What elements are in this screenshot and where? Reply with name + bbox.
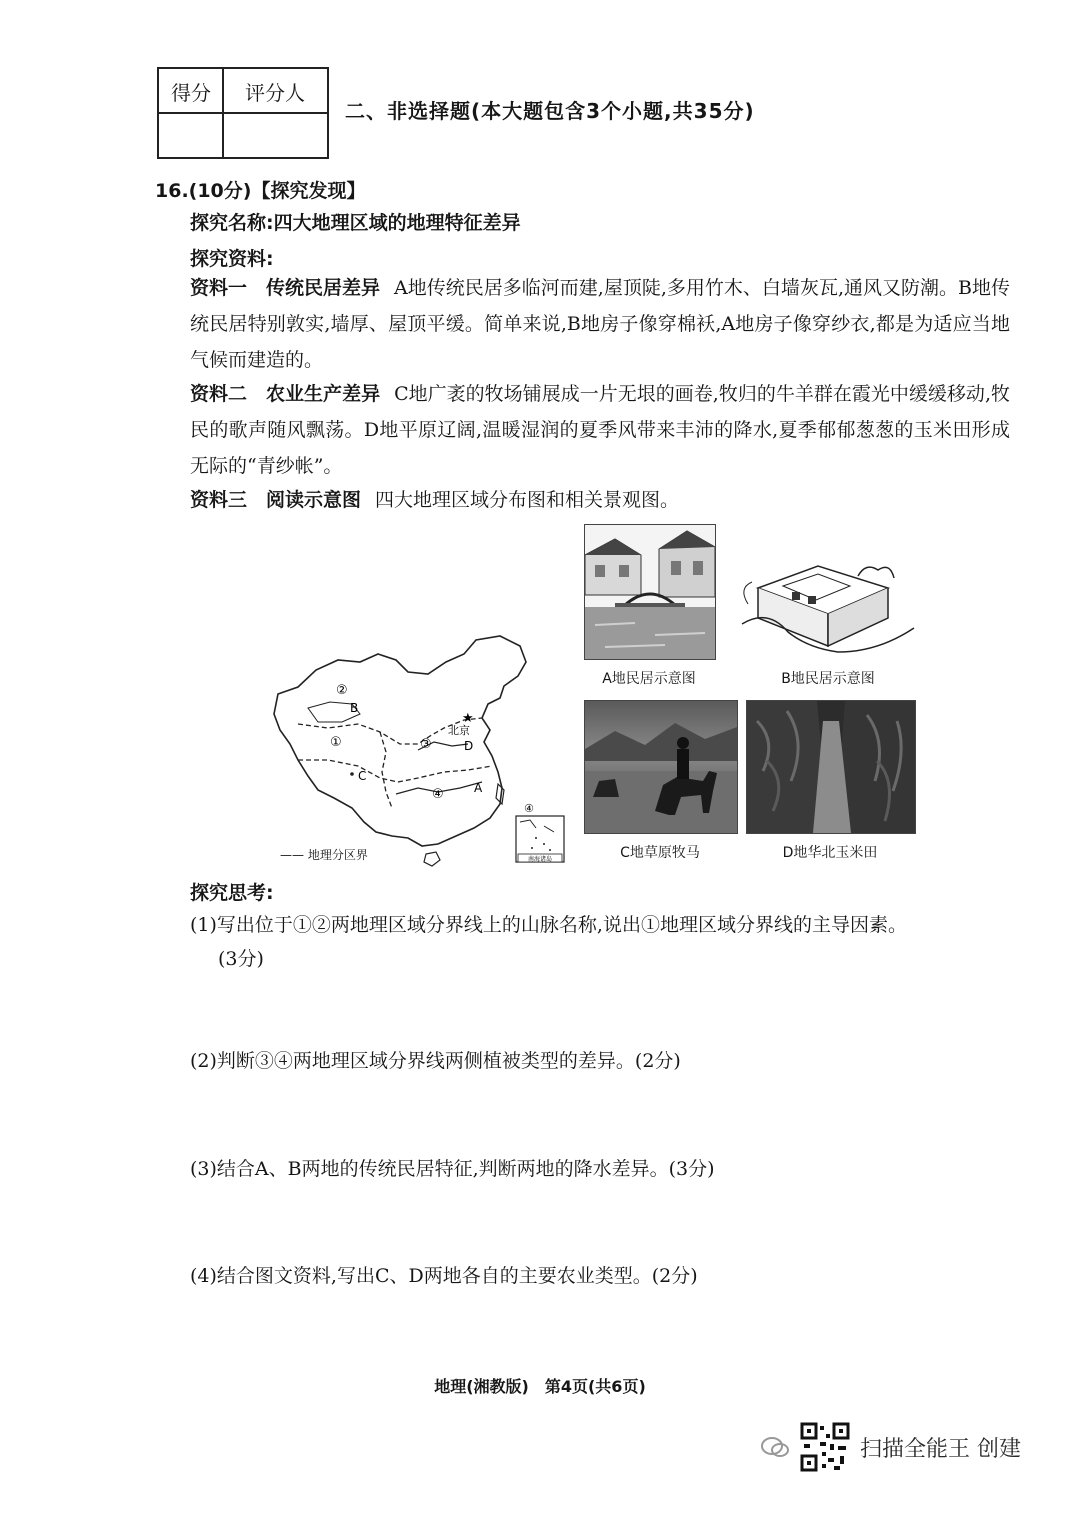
map-label-d: D (464, 739, 474, 753)
region-boundary (380, 732, 392, 808)
caption-b: B地民居示意图 (781, 671, 875, 687)
country-outline (274, 636, 526, 846)
material-2-text: C地广袤的牧场铺展成一片无垠的画卷,牧归的牛羊群在霞光中缓缓移动,牧民的歌声随风飘荡。D地平原辽阔,温暖湿润的夏季风带来丰沛的降水,夏季郁郁葱葱的玉米田形成无际的“青纱帐”。 (190, 383, 1010, 477)
map-label-region-2: ② (336, 683, 348, 698)
image-c-grassland (584, 700, 738, 834)
material-3 (190, 482, 1010, 518)
image-d-cornfield (746, 700, 916, 834)
qr-code-icon (800, 1422, 850, 1472)
caption-d: D地华北玉米田 (782, 845, 878, 861)
inset-island (531, 847, 533, 849)
map-label-c: C (358, 769, 367, 783)
wechat-icon (760, 1435, 790, 1459)
inset-island (549, 849, 551, 851)
material-1-text: A地传统民居多临河而建,屋顶陡,多用竹木、白墙灰瓦,通风又防潮。B地传统民居特别敦实,墙厚、屋顶平缓。简单来说,B地房子像穿棉袄,A地房子像穿纱衣,都是为适应当地气候而建造的。 (190, 277, 1010, 371)
table-divider (159, 112, 327, 114)
water-town-sketch (585, 525, 715, 659)
map-label-a: A (474, 781, 483, 795)
question-topic: 探究名称:四大地理区域的地理特征差异 (190, 212, 521, 234)
image-a-dwelling (584, 524, 716, 660)
thinking-heading: 探究思考: (190, 882, 274, 904)
score-box (157, 67, 329, 159)
inset-label: 南海诸岛 (527, 856, 553, 863)
map-label-region-1: ① (330, 735, 342, 750)
location-dot-c (350, 772, 354, 776)
scanner-watermark (760, 1422, 1021, 1472)
question-number: 16.(10分)【探究发现】 (155, 180, 366, 202)
score-header: 得分 (171, 80, 211, 105)
subquestion-1: (1)写出位于①②两地理区域分界线上的山脉名称,说出①地理区域分界线的主导因素。 (190, 914, 907, 936)
image-b-dwelling (738, 548, 918, 658)
material-2 (190, 376, 1010, 484)
material-3-text: 四大地理区域分布图和相关景观图。 (375, 489, 680, 511)
map-label-region-3: ③ (420, 737, 432, 752)
material-3-label: 资料三 阅读示意图 (190, 489, 362, 511)
subquestion-4: (4)结合图文资料,写出C、D两地各自的主要农业类型。(2分) (190, 1265, 698, 1287)
inset-island (543, 843, 545, 845)
material-1-label: 资料一 传统民居差异 (190, 277, 381, 299)
map-label-beijing: 北京 (448, 724, 470, 737)
cornfield-photo (747, 701, 915, 833)
map-label-region-4: ④ (432, 787, 444, 802)
map-label-inset-4: ④ (524, 802, 534, 815)
grassland-horse-photo (585, 701, 737, 833)
map-legend: —— 地理分区界 (280, 848, 368, 862)
materials-heading: 探究资料: (190, 248, 274, 270)
material-1 (190, 270, 1010, 378)
map-label-b: B (350, 701, 359, 715)
material-2-label: 资料二 农业生产差异 (190, 383, 381, 405)
watermark-text: 扫描全能王 创建 (860, 1436, 1021, 1462)
caption-c: C地草原牧马 (620, 845, 700, 861)
china-region-map (268, 632, 568, 872)
flat-roof-house-sketch (738, 548, 918, 658)
beijing-star-icon: ★ (462, 711, 474, 726)
hainan-island (424, 852, 440, 866)
grader-header: 评分人 (245, 80, 305, 105)
page-footer: 地理(湘教版) 第4页(共6页) (434, 1377, 646, 1396)
subquestion-3: (3)结合A、B两地的传统民居特征,判断两地的降水差异。(3分) (190, 1158, 715, 1180)
section-title: 二、非选择题(本大题包含3个小题,共35分) (345, 99, 755, 123)
region-boundary (398, 766, 492, 782)
inset-island (535, 837, 537, 839)
caption-a: A地民居示意图 (602, 671, 696, 687)
subquestion-2: (2)判断③④两地理区域分界线两侧植被类型的差异。(2分) (190, 1050, 681, 1072)
subquestion-1-score: (3分) (218, 948, 264, 970)
